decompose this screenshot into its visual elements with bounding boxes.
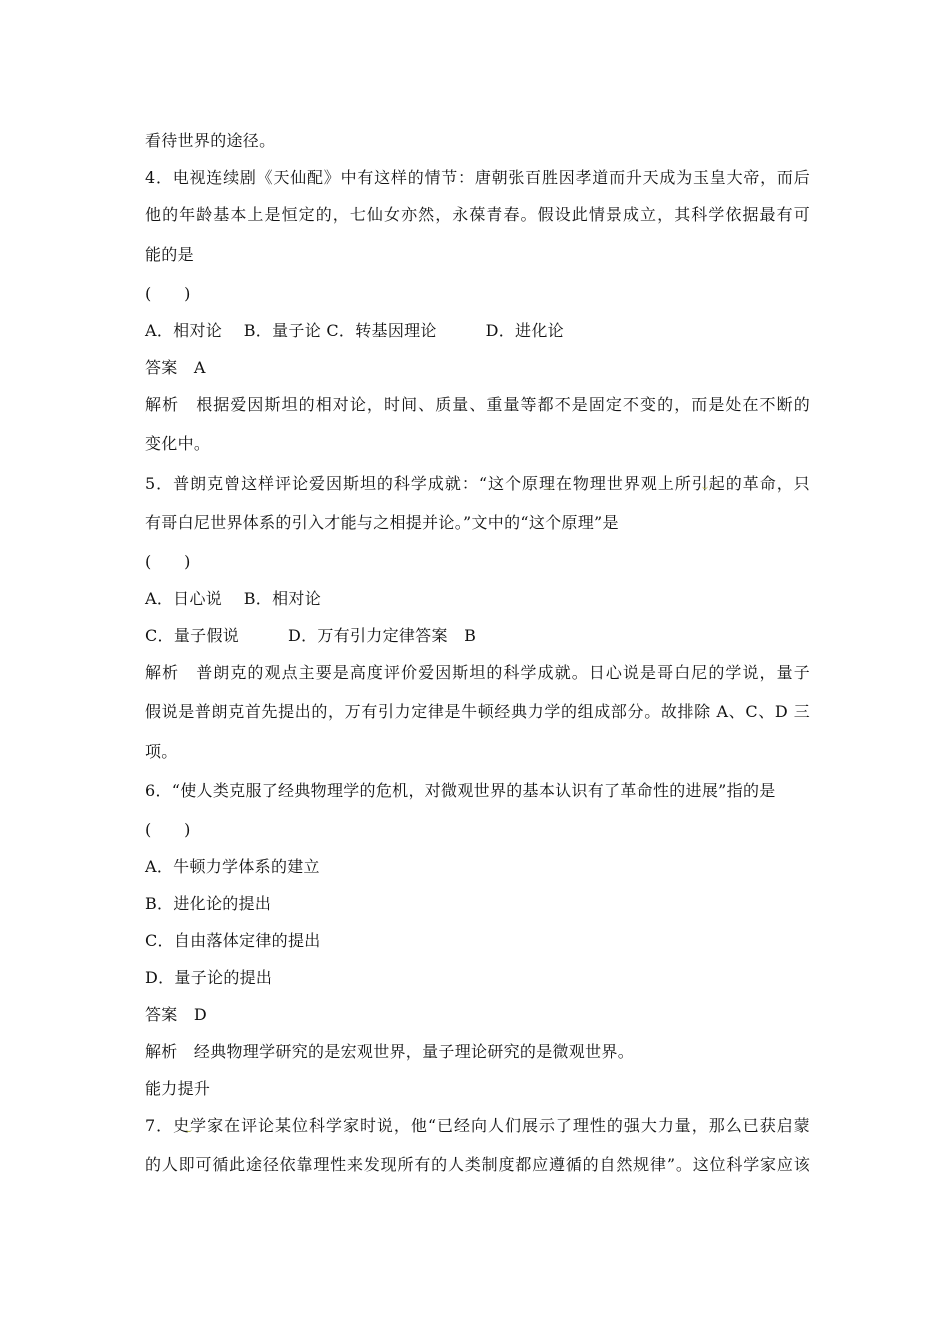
question-4-stem: 4．电视连续剧《天仙配》中有这样的情节：唐朝张百胜因孝道而升天成为玉皇大帝，而后 <box>145 168 810 187</box>
question-4-analysis: 解析 根据爱因斯坦的相对论，时间、质量、重量等都不是固定不变的，而是处在不断的 <box>145 395 810 414</box>
text-line: 看待世界的途径。 <box>145 131 276 150</box>
option-b: B．进化论的提出 <box>145 894 272 913</box>
text-line: 假说是普朗克首先提出的，万有引力定律是牛顿经典力学的组成部分。故排除 A、C、D 三 <box>145 702 810 721</box>
text-line: 的人即可循此途径依靠理性来发现所有的人类制度都应遵循的自然规律”。这位科学家应该 <box>145 1155 810 1174</box>
question-5-stem: 5．普朗克曾这样评论爱因斯坦的科学成就：“这个原理在物理世界观上所引起的革命，只 <box>145 474 810 493</box>
answer-blank: ( ) <box>145 820 191 839</box>
text-line: 变化中。 <box>145 434 211 453</box>
text-line: 有哥白尼世界体系的引入才能与之相提并论。”文中的“这个原理”是 <box>145 513 619 532</box>
question-6-answer: 答案 D <box>145 1005 208 1024</box>
question-6-analysis: 解析 经典物理学研究的是宏观世界，量子理论研究的是微观世界。 <box>145 1042 635 1061</box>
question-5-options-row2: C．量子假说 D．万有引力定律答案 B <box>145 626 477 645</box>
option-c: C．自由落体定律的提出 <box>145 931 321 950</box>
option-d: D．量子论的提出 <box>145 968 273 987</box>
option-a: A．牛顿力学体系的建立 <box>145 857 320 876</box>
question-5-analysis: 解析 普朗克的观点主要是高度评价爱因斯坦的科学成就。日心说是哥白尼的学说，量子 <box>145 663 810 682</box>
question-7-stem: 7．史学家在评论某位科学家时说，他“已经向人们展示了理性的强大力量，那么已获启蒙 <box>145 1116 810 1135</box>
answer-blank: ( ) <box>145 284 191 303</box>
question-6-stem: 6．“使人类克服了经典物理学的危机，对微观世界的基本认识有了革命性的进展”指的是 <box>145 781 776 800</box>
text-line: 项。 <box>145 742 178 761</box>
answer-blank: ( ) <box>145 552 191 571</box>
text-line: 他的年龄基本上是恒定的，七仙女亦然，永葆青春。假设此情景成立，其科学依据最有可 <box>145 205 810 224</box>
section-heading: 能力提升 <box>145 1079 211 1098</box>
question-5-options-row1: A．日心说 B．相对论 <box>145 589 321 608</box>
text-line: 能的是 <box>145 245 194 264</box>
question-4-options: A．相对论 B．量子论 C．转基因理论 D．进化论 <box>145 321 564 340</box>
question-4-answer: 答案 A <box>145 358 206 377</box>
